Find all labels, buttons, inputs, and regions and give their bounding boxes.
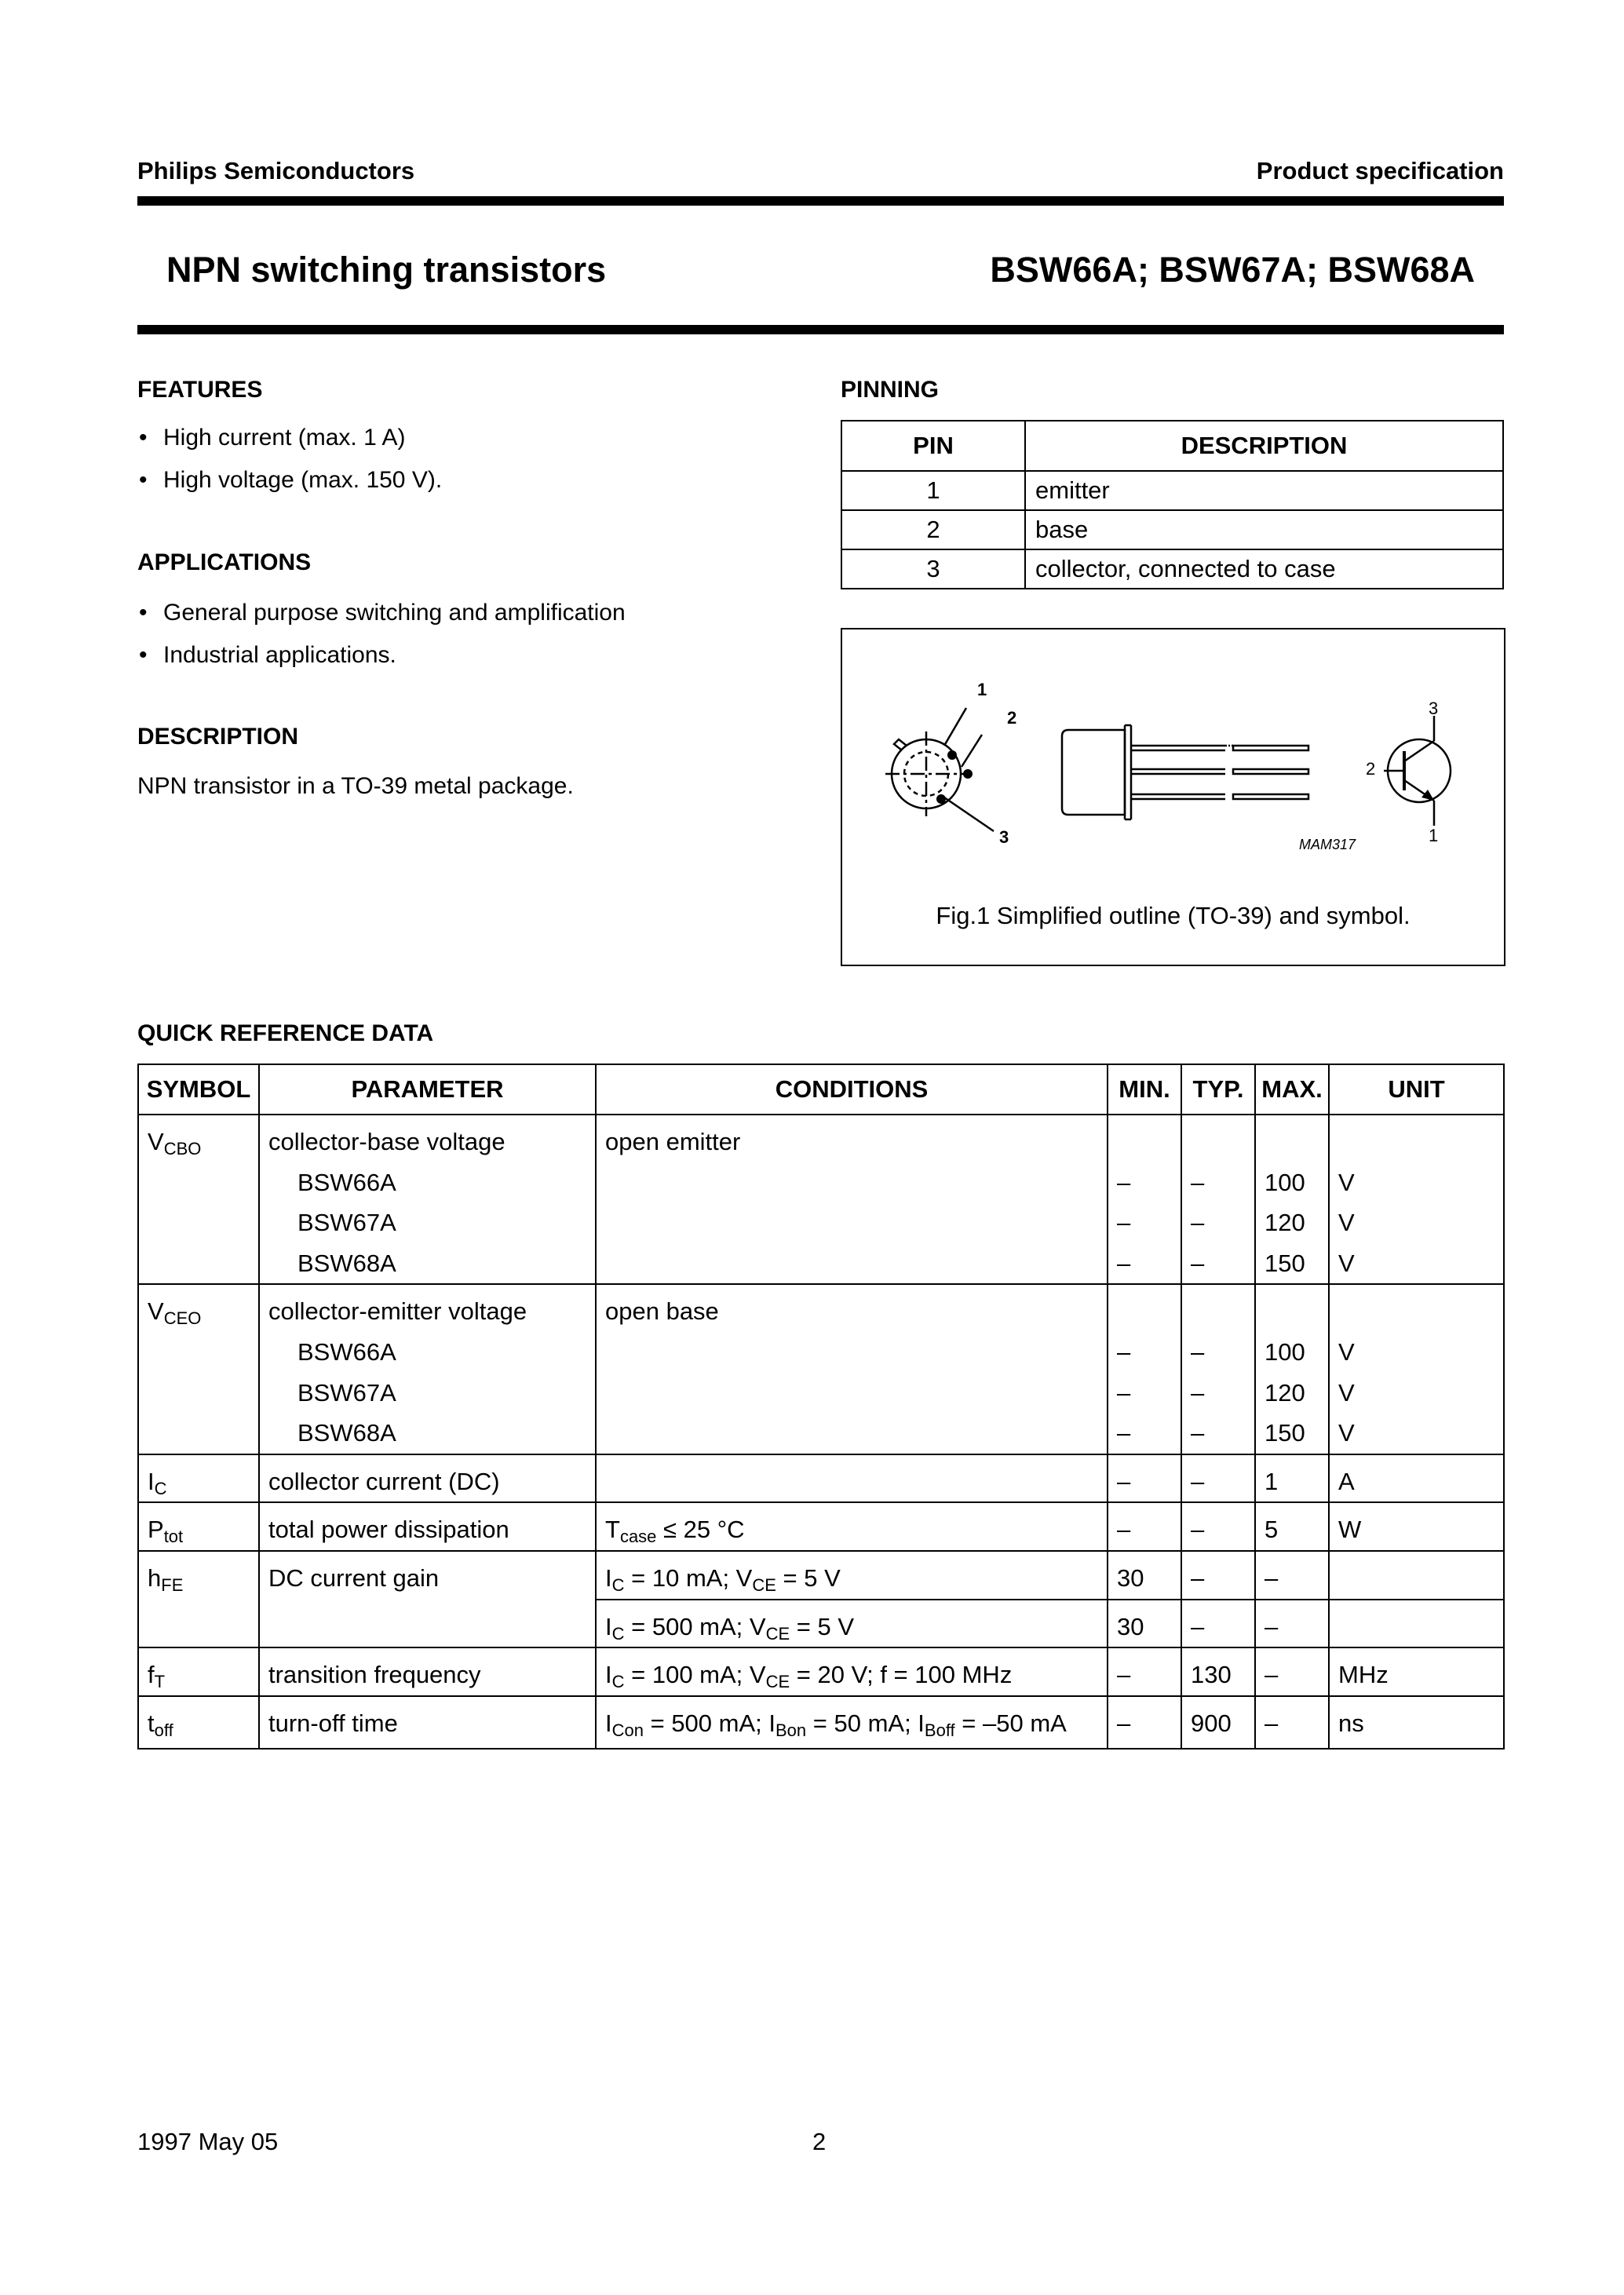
table-row (138, 1115, 1504, 1284)
pin-label-1: 1 (977, 680, 987, 699)
table-row (841, 549, 1503, 589)
min-cell: – – – (1108, 1115, 1181, 1284)
conditions-cell: open base (596, 1284, 1108, 1454)
description-text: NPN transistor in a TO-39 metal package. (137, 773, 574, 799)
applications-list (137, 592, 626, 677)
typ-cell: – (1181, 1502, 1255, 1551)
unit-cell (1329, 1551, 1504, 1600)
pin-description: base (1025, 510, 1503, 549)
part-numbers: BSW66A; BSW67A; BSW68A (990, 250, 1475, 290)
to39-outline-drawing (842, 629, 1504, 888)
col-parameter: PARAMETER (259, 1064, 596, 1115)
quick-reference-table (137, 1064, 1505, 1750)
conditions-cell: $I_C = 10$ mA; $V_{CE} = 5$ V (596, 1551, 1108, 1600)
pin-dot (963, 769, 973, 779)
unit-cell: A (1329, 1454, 1504, 1503)
max-cell: – (1255, 1696, 1329, 1750)
symbol-cell: $I_C$ (138, 1454, 259, 1503)
unit-cell: V V V (1329, 1115, 1504, 1284)
table-row (138, 1551, 1504, 1600)
feature-item: • High voltage (max. 150 V). (137, 459, 442, 502)
max-cell: – (1255, 1647, 1329, 1696)
min-cell: – (1108, 1696, 1181, 1750)
min-cell: 30 (1108, 1600, 1181, 1648)
description-heading: DESCRIPTION (137, 724, 299, 750)
max-cell: 100 120 150 (1255, 1115, 1329, 1284)
conditions-cell: $T_{case} \le 25$ °C (596, 1502, 1108, 1551)
footer-date: 1997 May 05 (137, 2128, 279, 2155)
page-number: 2 (812, 2128, 827, 2155)
conditions-cell: open emitter (596, 1115, 1108, 1284)
symbol-label-1: 1 (1429, 826, 1439, 845)
parameter-cell: transition frequency (259, 1647, 596, 1696)
pin-label-2: 2 (1007, 708, 1017, 728)
symbol-cell: $P_{tot}$ (138, 1502, 259, 1551)
table-row (841, 471, 1503, 510)
symbol-label-2: 2 (1366, 759, 1376, 779)
page-title: NPN switching transistors (166, 250, 607, 290)
symbol-cell: $V_{CBO}$ (138, 1115, 259, 1284)
conditions-cell: $I_C = 100$ mA; $V_{CE} = 20$ V; f = 100 MHz (596, 1647, 1108, 1696)
parameter-cell: collector-emitter voltage BSW66A BSW67A BSW68A (259, 1284, 596, 1454)
variant-label: BSW68A (297, 1249, 396, 1277)
max-cell: – (1255, 1600, 1329, 1648)
typ-cell: – – – (1181, 1284, 1255, 1454)
typ-cell: 900 (1181, 1696, 1255, 1750)
parameter-cell: total power dissipation (259, 1502, 596, 1551)
typ-cell: 130 (1181, 1647, 1255, 1696)
package-tab (894, 739, 907, 750)
variant-label: BSW67A (297, 1209, 396, 1237)
min-cell: – – – (1108, 1284, 1181, 1454)
table-row (841, 510, 1503, 549)
pin-dot (936, 794, 946, 804)
lead-end (1233, 746, 1308, 750)
figure-caption: Fig.1 Simplified outline (TO-39) and symbol. (936, 902, 1411, 929)
unit-cell: ns (1329, 1696, 1504, 1750)
pin-dot (947, 750, 957, 760)
variant-label: BSW67A (297, 1378, 396, 1407)
variant-label: BSW66A (297, 1168, 396, 1196)
feature-item: • High current (max. 1 A) (137, 417, 442, 459)
typ-cell: – (1181, 1551, 1255, 1600)
qrd-heading: QUICK REFERENCE DATA (137, 1020, 434, 1046)
max-cell: 1 (1255, 1454, 1329, 1503)
emitter-arrow (1421, 790, 1434, 801)
max-cell: 5 (1255, 1502, 1329, 1551)
col-min: MIN. (1108, 1064, 1181, 1115)
symbol-cell: $f_T$ (138, 1647, 259, 1696)
col-conditions: CONDITIONS (596, 1064, 1108, 1115)
lead-end (1233, 794, 1308, 799)
min-cell: – (1108, 1454, 1181, 1503)
pin-description: collector, connected to case (1025, 549, 1503, 589)
pin-description: emitter (1025, 471, 1503, 510)
table-row (138, 1502, 1504, 1551)
min-cell: – (1108, 1647, 1181, 1696)
col-max: MAX. (1255, 1064, 1329, 1115)
figure-code: MAM317 (1299, 837, 1356, 852)
pin-number: 3 (841, 549, 1025, 589)
company-name: Philips Semiconductors (137, 157, 415, 184)
symbol-cell: $V_{CEO}$ (138, 1284, 259, 1454)
variant-label: BSW66A (297, 1337, 396, 1366)
applications-heading: APPLICATIONS (137, 549, 312, 575)
conditions-cell: $I_C = 500$ mA; $V_{CE} = 5$ V (596, 1600, 1108, 1648)
pinning-heading: PINNING (841, 377, 940, 403)
parameter-cell: collector current (DC) (259, 1454, 596, 1503)
parameter-cell: turn-off time (259, 1696, 596, 1750)
max-cell: 100 120 150 (1255, 1284, 1329, 1454)
header-rule (137, 196, 1504, 206)
variant-label: BSW68A (297, 1419, 396, 1447)
unit-cell: MHz (1329, 1647, 1504, 1696)
pin-col-header: PIN (841, 421, 1025, 471)
unit-cell: V V V (1329, 1284, 1504, 1454)
symbol-cell: $h_{FE}$ (138, 1551, 259, 1647)
pin-label-3: 3 (999, 827, 1009, 847)
symbol-cell: $t_{off}$ (138, 1696, 259, 1750)
min-cell: 30 (1108, 1551, 1181, 1600)
symbol-label-3: 3 (1429, 699, 1439, 718)
pinning-table (841, 420, 1504, 589)
table-row (138, 1647, 1504, 1696)
pin-number: 2 (841, 510, 1025, 549)
table-row (138, 1284, 1504, 1454)
col-unit: UNIT (1329, 1064, 1504, 1115)
figure-box (841, 628, 1505, 966)
table-row (138, 1454, 1504, 1503)
document-type: Product specification (1256, 157, 1504, 184)
max-cell: – (1255, 1551, 1329, 1600)
features-list (137, 417, 442, 502)
lead-end (1233, 769, 1308, 774)
table-row (138, 1696, 1504, 1750)
pin-number: 1 (841, 471, 1025, 510)
title-rule (137, 325, 1504, 334)
package-side-body (1062, 730, 1125, 815)
application-item: • Industrial applications. (137, 634, 626, 677)
typ-cell: – (1181, 1454, 1255, 1503)
unit-cell (1329, 1600, 1504, 1648)
description-col-header: DESCRIPTION (1025, 421, 1503, 471)
parameter-cell: DC current gain (259, 1551, 596, 1647)
parameter-cell: collector-base voltage BSW66A BSW67A BSW68A (259, 1115, 596, 1284)
conditions-cell (596, 1454, 1108, 1503)
conditions-cell: $I_{Con} = 500$ mA; $I_{Bon} = 50$ mA; $I_{Boff} = -50$ mA (596, 1696, 1108, 1750)
typ-cell: – – – (1181, 1115, 1255, 1284)
application-item: • General purpose switching and amplification (137, 592, 626, 634)
unit-cell: W (1329, 1502, 1504, 1551)
col-typ: TYP. (1181, 1064, 1255, 1115)
col-symbol: SYMBOL (138, 1064, 259, 1115)
typ-cell: – (1181, 1600, 1255, 1648)
features-heading: FEATURES (137, 377, 263, 403)
min-cell: – (1108, 1502, 1181, 1551)
